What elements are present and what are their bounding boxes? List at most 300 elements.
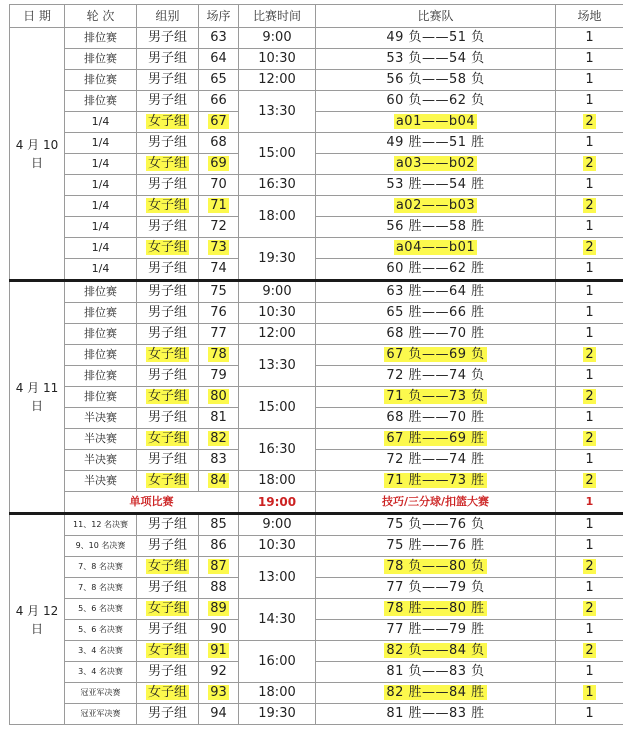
court-cell-text: 2 xyxy=(585,114,594,129)
match-no-cell-text: 90 xyxy=(210,622,227,637)
round-cell: 9、10 名决赛 xyxy=(65,536,137,557)
table-row xyxy=(10,133,623,154)
date-cell: 4 月 11 日 xyxy=(10,281,65,514)
special-event-row xyxy=(10,492,623,514)
court-cell-text: 1 xyxy=(585,30,594,45)
court-cell-text: 1 xyxy=(585,685,594,700)
group-cell-text: 男子组 xyxy=(147,177,187,192)
teams-cell xyxy=(316,387,556,408)
match-no-cell xyxy=(199,641,239,662)
special-court: 1 xyxy=(556,492,623,514)
court-cell-text: 2 xyxy=(585,240,594,255)
round-cell: 半决赛 xyxy=(65,450,137,471)
time-cell: 16:30 xyxy=(239,175,316,196)
table-row xyxy=(10,387,623,408)
time-cell: 12:00 xyxy=(239,70,316,91)
table-row xyxy=(10,49,623,70)
group-cell-text: 女子组 xyxy=(147,156,187,171)
court-cell xyxy=(556,620,623,641)
match-no-cell xyxy=(199,238,239,259)
court-cell xyxy=(556,303,623,324)
group-cell-text: 女子组 xyxy=(147,347,187,362)
group-cell-text: 男子组 xyxy=(147,219,187,234)
group-cell-text: 女子组 xyxy=(147,389,187,404)
court-cell-text: 1 xyxy=(585,580,594,595)
court-cell xyxy=(556,599,623,620)
teams-cell-text: 72 胜——74 负 xyxy=(386,368,485,383)
court-cell xyxy=(556,450,623,471)
court-cell xyxy=(556,578,623,599)
match-no-cell-text: 84 xyxy=(210,473,227,488)
special-teams: 技巧/三分球/扣篮大赛 xyxy=(316,492,556,514)
table-row xyxy=(10,366,623,387)
teams-cell-text: 56 负——58 负 xyxy=(386,72,485,87)
table-row xyxy=(10,599,623,620)
round-cell: 1/4 xyxy=(65,217,137,238)
time-cell: 10:30 xyxy=(239,303,316,324)
teams-cell xyxy=(316,303,556,324)
match-no-cell-text: 65 xyxy=(210,72,227,87)
court-cell-text: 2 xyxy=(585,431,594,446)
round-cell: 11、12 名决赛 xyxy=(65,514,137,536)
time-cell: 18:00 xyxy=(239,683,316,704)
match-no-cell-text: 71 xyxy=(210,198,227,213)
group-cell xyxy=(137,450,199,471)
court-cell-text: 1 xyxy=(585,305,594,320)
teams-cell-text: 60 负——62 负 xyxy=(386,93,485,108)
court-cell-text: 2 xyxy=(585,473,594,488)
match-no-cell xyxy=(199,196,239,217)
match-no-cell-text: 85 xyxy=(210,517,227,532)
group-cell-text: 女子组 xyxy=(147,601,187,616)
group-cell-text: 男子组 xyxy=(147,538,187,553)
group-cell-text: 男子组 xyxy=(147,368,187,383)
teams-cell xyxy=(316,281,556,303)
group-cell xyxy=(137,281,199,303)
match-no-cell xyxy=(199,49,239,70)
group-cell-text: 男子组 xyxy=(147,93,187,108)
time-cell: 12:00 xyxy=(239,324,316,345)
court-cell-text: 2 xyxy=(585,156,594,171)
teams-cell xyxy=(316,324,556,345)
match-no-cell xyxy=(199,471,239,492)
court-cell xyxy=(556,408,623,429)
group-cell-text: 男子组 xyxy=(147,135,187,150)
group-cell-text: 女子组 xyxy=(147,240,187,255)
header-group: 组别 xyxy=(137,5,199,28)
match-no-cell xyxy=(199,217,239,238)
group-cell xyxy=(137,112,199,133)
group-cell-text: 男子组 xyxy=(147,51,187,66)
court-cell-text: 1 xyxy=(585,622,594,637)
match-no-cell-text: 94 xyxy=(210,706,227,721)
round-cell: 排位赛 xyxy=(65,303,137,324)
match-no-cell xyxy=(199,450,239,471)
teams-cell-text: 72 胜——74 胜 xyxy=(386,452,485,467)
match-no-cell-text: 67 xyxy=(210,114,227,129)
match-no-cell-text: 63 xyxy=(210,30,227,45)
date-cell: 4 月 10 日 xyxy=(10,28,65,281)
teams-cell-text: 75 胜——76 胜 xyxy=(386,538,485,553)
match-no-cell-text: 77 xyxy=(210,326,227,341)
match-no-cell-text: 82 xyxy=(210,431,227,446)
group-cell xyxy=(137,345,199,366)
teams-cell xyxy=(316,175,556,196)
group-cell-text: 女子组 xyxy=(147,473,187,488)
teams-cell-text: a01——b04 xyxy=(395,114,476,129)
teams-cell xyxy=(316,112,556,133)
special-time: 19:00 xyxy=(239,492,316,514)
court-cell xyxy=(556,70,623,91)
court-cell xyxy=(556,387,623,408)
round-cell: 7、8 名决赛 xyxy=(65,578,137,599)
teams-cell xyxy=(316,578,556,599)
group-cell xyxy=(137,557,199,578)
table-row xyxy=(10,557,623,578)
group-cell xyxy=(137,387,199,408)
round-cell: 3、4 名决赛 xyxy=(65,662,137,683)
time-cell: 10:30 xyxy=(239,49,316,70)
court-cell xyxy=(556,175,623,196)
teams-cell-text: 82 负——84 负 xyxy=(386,643,485,658)
time-cell: 14:30 xyxy=(239,599,316,641)
special-round: 单项比赛 xyxy=(65,492,239,514)
round-cell: 1/4 xyxy=(65,196,137,217)
group-cell xyxy=(137,238,199,259)
round-cell: 1/4 xyxy=(65,112,137,133)
group-cell-text: 男子组 xyxy=(147,664,187,679)
round-cell: 5、6 名决赛 xyxy=(65,599,137,620)
header-round: 轮 次 xyxy=(65,5,137,28)
court-cell-text: 2 xyxy=(585,389,594,404)
date-cell: 4 月 12 日 xyxy=(10,514,65,725)
court-cell-text: 1 xyxy=(585,410,594,425)
teams-cell-text: a04——b01 xyxy=(395,240,476,255)
teams-cell-text: a03——b02 xyxy=(395,156,476,171)
table-row xyxy=(10,450,623,471)
teams-cell-text: a02——b03 xyxy=(395,198,476,213)
group-cell xyxy=(137,620,199,641)
teams-cell-text: 49 负——51 负 xyxy=(386,30,485,45)
match-no-cell-text: 75 xyxy=(210,284,227,299)
match-no-cell-text: 70 xyxy=(210,177,227,192)
teams-cell-text: 49 胜——51 胜 xyxy=(386,135,485,150)
group-cell-text: 男子组 xyxy=(147,305,187,320)
court-cell-text: 1 xyxy=(585,706,594,721)
teams-cell-text: 78 胜——80 胜 xyxy=(386,601,485,616)
court-cell-text: 1 xyxy=(585,93,594,108)
schedule-sheet xyxy=(9,4,623,725)
header-row xyxy=(10,5,623,28)
teams-cell-text: 65 胜——66 胜 xyxy=(386,305,485,320)
table-row xyxy=(10,91,623,112)
header-date: 日 期 xyxy=(10,5,65,28)
table-row xyxy=(10,429,623,450)
round-cell: 排位赛 xyxy=(65,345,137,366)
group-cell-text: 男子组 xyxy=(147,326,187,341)
teams-cell-text: 81 胜——83 胜 xyxy=(386,706,485,721)
court-cell-text: 1 xyxy=(585,664,594,679)
round-cell: 1/4 xyxy=(65,259,137,281)
teams-cell-text: 81 负——83 负 xyxy=(386,664,485,679)
match-no-cell-text: 64 xyxy=(210,51,227,66)
group-cell xyxy=(137,133,199,154)
teams-cell-text: 67 负——69 负 xyxy=(386,347,485,362)
match-no-cell xyxy=(199,154,239,175)
group-cell-text: 男子组 xyxy=(147,622,187,637)
match-no-cell-text: 74 xyxy=(210,261,227,276)
time-cell: 13:30 xyxy=(239,91,316,133)
group-cell-text: 男子组 xyxy=(147,517,187,532)
time-cell: 18:00 xyxy=(239,196,316,238)
teams-cell xyxy=(316,217,556,238)
match-no-cell xyxy=(199,70,239,91)
court-cell-text: 1 xyxy=(585,326,594,341)
table-row xyxy=(10,662,623,683)
match-no-cell-text: 88 xyxy=(210,580,227,595)
match-no-cell-text: 72 xyxy=(210,219,227,234)
round-cell: 半决赛 xyxy=(65,429,137,450)
court-cell xyxy=(556,641,623,662)
teams-cell xyxy=(316,514,556,536)
group-cell xyxy=(137,366,199,387)
group-cell xyxy=(137,429,199,450)
round-cell: 排位赛 xyxy=(65,70,137,91)
group-cell xyxy=(137,70,199,91)
match-no-cell-text: 86 xyxy=(210,538,227,553)
group-cell xyxy=(137,536,199,557)
court-cell xyxy=(556,366,623,387)
teams-cell-text: 53 胜——54 胜 xyxy=(386,177,485,192)
group-cell xyxy=(137,514,199,536)
round-cell: 1/4 xyxy=(65,133,137,154)
round-cell: 3、4 名决赛 xyxy=(65,641,137,662)
table-row xyxy=(10,641,623,662)
court-cell-text: 1 xyxy=(585,538,594,553)
group-cell xyxy=(137,175,199,196)
teams-cell xyxy=(316,28,556,49)
group-cell xyxy=(137,196,199,217)
court-cell xyxy=(556,112,623,133)
time-cell: 15:00 xyxy=(239,387,316,429)
time-cell: 15:00 xyxy=(239,133,316,175)
group-cell-text: 女子组 xyxy=(147,198,187,213)
court-cell xyxy=(556,49,623,70)
teams-cell xyxy=(316,704,556,725)
group-cell xyxy=(137,91,199,112)
teams-cell xyxy=(316,536,556,557)
table-row xyxy=(10,471,623,492)
teams-cell-text: 82 胜——84 胜 xyxy=(386,685,485,700)
court-cell xyxy=(556,704,623,725)
group-cell-text: 女子组 xyxy=(147,431,187,446)
court-cell-text: 1 xyxy=(585,219,594,234)
time-cell: 19:30 xyxy=(239,238,316,281)
match-no-cell xyxy=(199,578,239,599)
match-no-cell-text: 81 xyxy=(210,410,227,425)
time-cell: 19:30 xyxy=(239,704,316,725)
teams-cell xyxy=(316,471,556,492)
match-no-cell-text: 66 xyxy=(210,93,227,108)
match-no-cell xyxy=(199,620,239,641)
group-cell xyxy=(137,471,199,492)
teams-cell xyxy=(316,450,556,471)
court-cell xyxy=(556,217,623,238)
match-no-cell xyxy=(199,28,239,49)
table-row xyxy=(10,620,623,641)
match-no-cell-text: 80 xyxy=(210,389,227,404)
match-no-cell xyxy=(199,662,239,683)
match-no-cell-text: 91 xyxy=(210,643,227,658)
group-cell xyxy=(137,578,199,599)
group-cell-text: 女子组 xyxy=(147,685,187,700)
teams-cell-text: 67 胜——69 胜 xyxy=(386,431,485,446)
group-cell xyxy=(137,683,199,704)
group-cell xyxy=(137,662,199,683)
court-cell xyxy=(556,536,623,557)
match-no-cell xyxy=(199,704,239,725)
court-cell-text: 1 xyxy=(585,368,594,383)
teams-cell xyxy=(316,238,556,259)
schedule-body xyxy=(10,28,623,725)
time-cell: 13:00 xyxy=(239,557,316,599)
group-cell xyxy=(137,259,199,281)
teams-cell xyxy=(316,641,556,662)
match-no-cell-text: 68 xyxy=(210,135,227,150)
group-cell-text: 男子组 xyxy=(147,72,187,87)
header-match-no: 场序 xyxy=(199,5,239,28)
table-row xyxy=(10,345,623,366)
group-cell-text: 女子组 xyxy=(147,114,187,129)
teams-cell xyxy=(316,662,556,683)
court-cell-text: 1 xyxy=(585,452,594,467)
court-cell-text: 2 xyxy=(585,347,594,362)
table-row xyxy=(10,281,623,303)
time-cell: 9:00 xyxy=(239,514,316,536)
court-cell-text: 1 xyxy=(585,51,594,66)
round-cell: 冠亚军决赛 xyxy=(65,683,137,704)
teams-cell xyxy=(316,599,556,620)
teams-cell-text: 53 负——54 负 xyxy=(386,51,485,66)
court-cell xyxy=(556,471,623,492)
match-no-cell xyxy=(199,112,239,133)
group-cell xyxy=(137,599,199,620)
court-cell xyxy=(556,683,623,704)
court-cell xyxy=(556,557,623,578)
table-row xyxy=(10,70,623,91)
match-no-cell-text: 89 xyxy=(210,601,227,616)
teams-cell xyxy=(316,620,556,641)
teams-cell-text: 77 胜——79 胜 xyxy=(386,622,485,637)
group-cell-text: 男子组 xyxy=(147,284,187,299)
match-no-cell-text: 92 xyxy=(210,664,227,679)
table-row xyxy=(10,303,623,324)
group-cell xyxy=(137,408,199,429)
teams-cell xyxy=(316,259,556,281)
round-cell: 半决赛 xyxy=(65,471,137,492)
match-no-cell xyxy=(199,303,239,324)
time-cell: 9:00 xyxy=(239,281,316,303)
teams-cell-text: 71 胜——73 胜 xyxy=(386,473,485,488)
teams-cell-text: 56 胜——58 胜 xyxy=(386,219,485,234)
round-cell: 1/4 xyxy=(65,175,137,196)
match-no-cell xyxy=(199,514,239,536)
group-cell xyxy=(137,49,199,70)
time-cell: 13:30 xyxy=(239,345,316,387)
round-cell: 1/4 xyxy=(65,238,137,259)
time-cell: 9:00 xyxy=(239,28,316,49)
teams-cell xyxy=(316,91,556,112)
match-no-cell xyxy=(199,345,239,366)
table-row xyxy=(10,324,623,345)
match-no-cell xyxy=(199,133,239,154)
round-cell: 7、8 名决赛 xyxy=(65,557,137,578)
court-cell xyxy=(556,196,623,217)
court-cell xyxy=(556,429,623,450)
match-no-cell xyxy=(199,599,239,620)
court-cell xyxy=(556,154,623,175)
schedule-table xyxy=(9,4,623,725)
court-cell xyxy=(556,28,623,49)
match-no-cell xyxy=(199,324,239,345)
group-cell-text: 男子组 xyxy=(147,452,187,467)
time-cell: 10:30 xyxy=(239,536,316,557)
match-no-cell xyxy=(199,259,239,281)
table-row xyxy=(10,175,623,196)
match-no-cell xyxy=(199,429,239,450)
match-no-cell xyxy=(199,387,239,408)
court-cell-text: 2 xyxy=(585,601,594,616)
match-no-cell-text: 83 xyxy=(210,452,227,467)
table-row xyxy=(10,259,623,281)
round-cell: 排位赛 xyxy=(65,281,137,303)
teams-cell-text: 60 胜——62 胜 xyxy=(386,261,485,276)
teams-cell-text: 63 胜——64 胜 xyxy=(386,284,485,299)
round-cell: 排位赛 xyxy=(65,91,137,112)
teams-cell xyxy=(316,366,556,387)
court-cell-text: 2 xyxy=(585,559,594,574)
table-row xyxy=(10,514,623,536)
round-cell: 排位赛 xyxy=(65,366,137,387)
group-cell xyxy=(137,154,199,175)
table-row xyxy=(10,578,623,599)
match-no-cell-text: 78 xyxy=(210,347,227,362)
group-cell xyxy=(137,641,199,662)
court-cell xyxy=(556,662,623,683)
court-cell xyxy=(556,91,623,112)
court-cell xyxy=(556,281,623,303)
match-no-cell-text: 93 xyxy=(210,685,227,700)
teams-cell xyxy=(316,345,556,366)
group-cell xyxy=(137,303,199,324)
round-cell: 排位赛 xyxy=(65,387,137,408)
court-cell-text: 1 xyxy=(585,517,594,532)
round-cell: 1/4 xyxy=(65,154,137,175)
header-teams: 比赛队 xyxy=(316,5,556,28)
match-no-cell-text: 76 xyxy=(210,305,227,320)
teams-cell xyxy=(316,70,556,91)
table-row xyxy=(10,154,623,175)
round-cell: 5、6 名决赛 xyxy=(65,620,137,641)
group-cell xyxy=(137,217,199,238)
group-cell-text: 女子组 xyxy=(147,559,187,574)
table-row xyxy=(10,683,623,704)
time-cell: 18:00 xyxy=(239,471,316,492)
court-cell-text: 1 xyxy=(585,284,594,299)
table-row xyxy=(10,238,623,259)
teams-cell-text: 68 胜——70 胜 xyxy=(386,326,485,341)
group-cell xyxy=(137,28,199,49)
